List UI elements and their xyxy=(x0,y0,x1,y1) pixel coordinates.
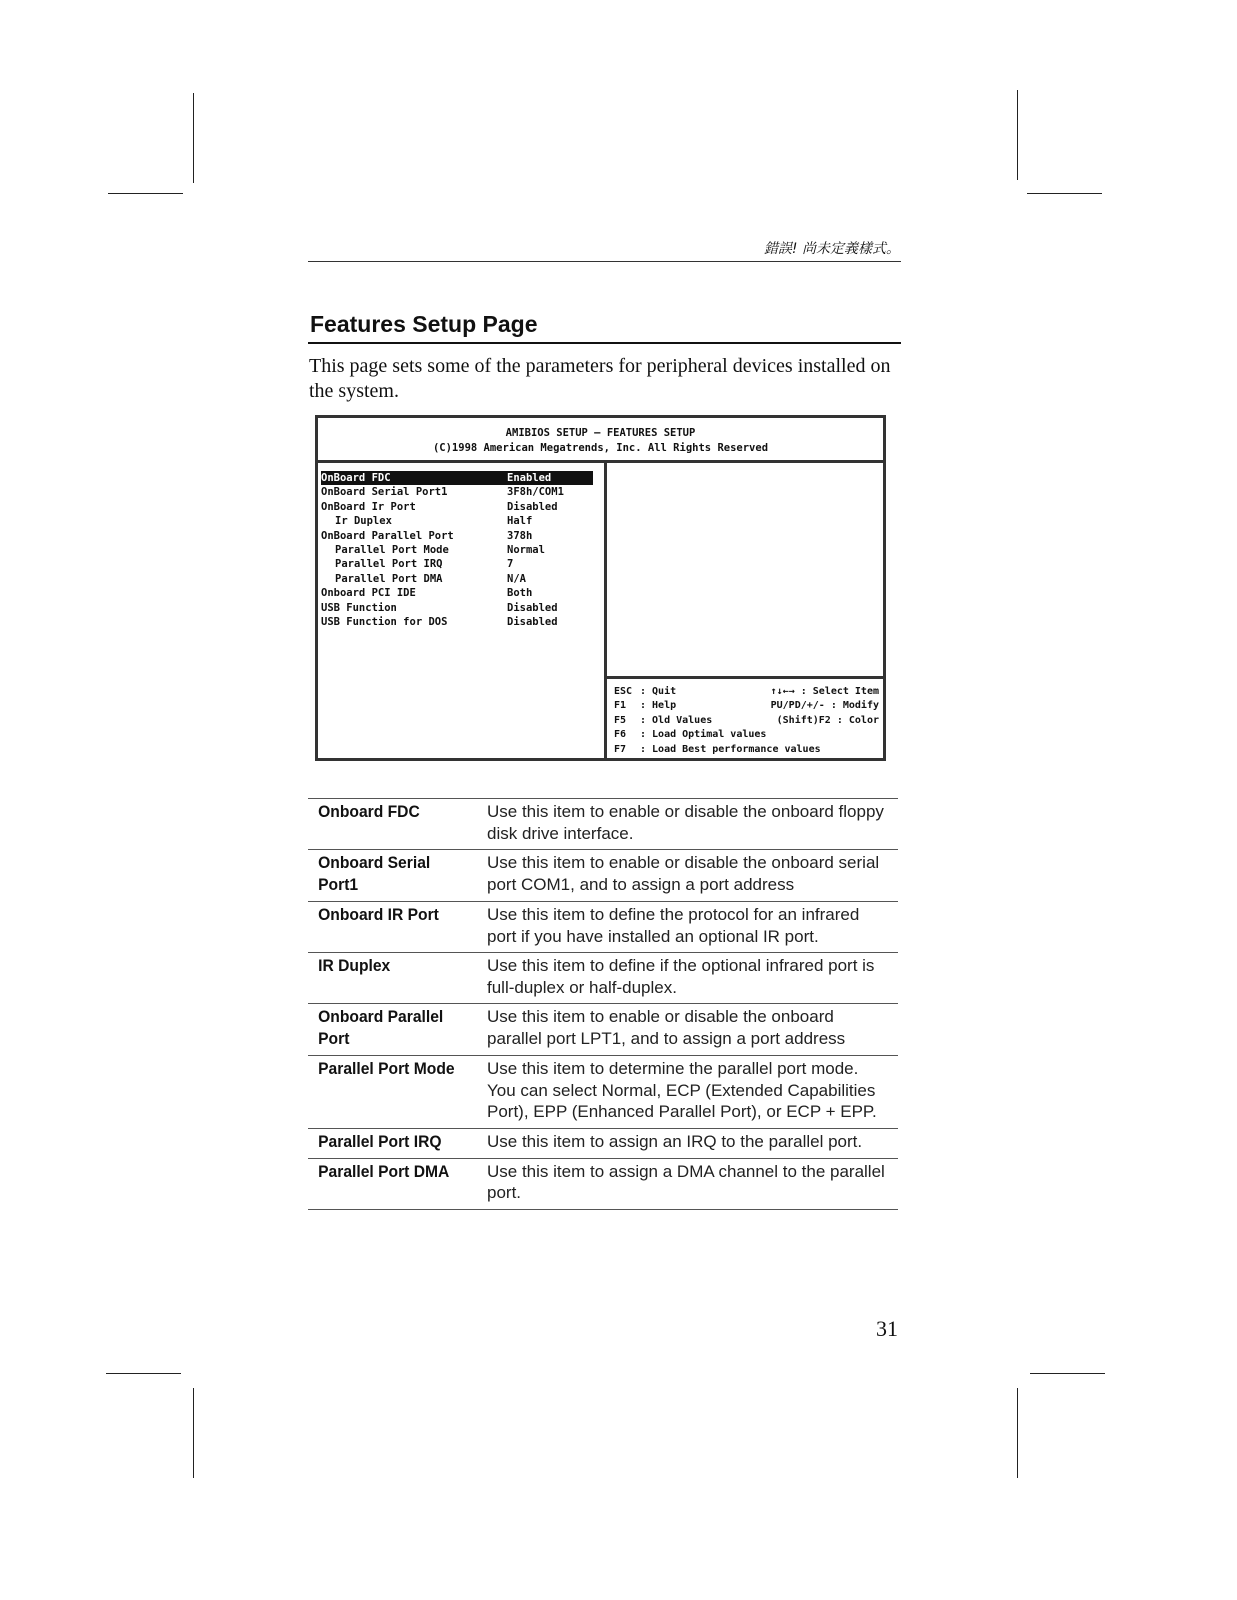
bios-key-legend xyxy=(614,685,879,757)
bios-key-desc: : Help xyxy=(640,700,677,712)
crop-mark xyxy=(1030,1373,1105,1374)
table-row xyxy=(308,952,898,1003)
bios-item-value: Disabled xyxy=(507,500,558,513)
bios-item[interactable] xyxy=(321,471,593,485)
bios-key-row xyxy=(614,685,879,699)
table-row xyxy=(308,901,898,952)
table-row xyxy=(308,1003,898,1055)
bios-item[interactable] xyxy=(321,529,597,543)
bios-item-value: N/A xyxy=(507,572,526,585)
bios-item-label: OnBoard Parallel Port xyxy=(321,529,454,542)
table-row xyxy=(308,798,898,849)
definition-desc: Use this item to assign an IRQ to the parallel port. xyxy=(487,1131,863,1151)
bios-item[interactable] xyxy=(321,500,597,514)
bios-key-row xyxy=(614,728,879,742)
definition-term: Onboard IR Port xyxy=(318,905,439,924)
bios-item[interactable] xyxy=(321,601,597,615)
bios-item-value: 7 xyxy=(507,558,514,571)
bios-item-label: OnBoard Serial Port1 xyxy=(321,486,448,499)
bios-item[interactable] xyxy=(321,543,597,557)
section-title: Features Setup Page xyxy=(310,311,538,337)
crop-mark xyxy=(1027,193,1102,194)
bios-item-label: Parallel Port Mode xyxy=(335,543,449,556)
crop-mark xyxy=(193,1388,194,1478)
definition-desc: Use this item to define if the optional infrared port is full-duplex or half-duplex. xyxy=(487,956,875,997)
table-row xyxy=(308,1055,898,1128)
table-row xyxy=(308,1128,898,1158)
definition-desc: Use this item to define the protocol for an infrared port if you have installed an optional IR port. xyxy=(487,905,860,946)
crop-mark xyxy=(1017,90,1018,180)
bios-key: F7 xyxy=(614,743,627,755)
bios-header xyxy=(318,418,883,463)
bios-key-desc-right: PU/PD/+/- : Modify xyxy=(770,700,879,712)
bios-item-value: Disabled xyxy=(507,615,558,628)
bios-title: AMIBIOS SETUP – FEATURES SETUP xyxy=(505,427,696,439)
bios-item-label: OnBoard FDC xyxy=(321,472,391,484)
bios-item-label: OnBoard Ir Port xyxy=(321,500,416,513)
definition-desc: Use this item to enable or disable the onboard serial port COM1, and to assign a port address xyxy=(487,853,880,894)
definition-term: Parallel Port IRQ xyxy=(318,1131,442,1151)
bios-item-label: USB Function for DOS xyxy=(321,615,448,628)
definition-term: Onboard Parallel Port xyxy=(318,1007,444,1048)
definitions-table xyxy=(308,798,898,1210)
definition-desc: Use this item to assign a DMA channel to the parallel port. xyxy=(487,1161,885,1202)
page-number: 31 xyxy=(876,1316,898,1341)
bios-divider xyxy=(604,463,607,758)
bios-item-value: Half xyxy=(507,515,533,528)
bios-copyright: (C)1998 American Megatrends, Inc. All Rights Reserved xyxy=(432,442,769,454)
definition-term: Parallel Port Mode xyxy=(318,1059,455,1078)
bios-item-value: 3F8h/COM1 xyxy=(507,486,564,499)
bios-item-value: Disabled xyxy=(507,601,558,614)
bios-key-desc: : Quit xyxy=(640,686,677,697)
bios-key: F1 xyxy=(614,700,627,712)
definition-term: Parallel Port DMA xyxy=(318,1161,450,1181)
definition-desc: Use this item to determine the parallel port mode. You can select Normal, ECP (Extended Capabilities Port), EPP (Enhanced Parallel Port), or ECP + EPP. xyxy=(487,1059,877,1121)
crop-mark xyxy=(108,193,183,194)
table-row xyxy=(308,1158,898,1210)
bios-key: ESC xyxy=(614,686,633,697)
bios-item-label: Ir Duplex xyxy=(335,515,392,528)
bios-key-desc-right: (Shift)F2 : Color xyxy=(776,714,879,726)
bios-key-desc-right: ↑↓←→ : Select Item xyxy=(770,686,879,697)
bios-key-row xyxy=(614,699,879,713)
intro-paragraph: This page sets some of the parameters for peripheral devices installed on the system. xyxy=(309,355,891,402)
bios-key-desc: : Old Values xyxy=(640,714,713,726)
bios-key-row xyxy=(614,714,879,728)
running-header: 錯誤! 尚未定義樣式。 xyxy=(763,241,900,257)
bios-item-value: Enabled xyxy=(507,472,552,484)
bios-item-list xyxy=(321,471,597,629)
definition-desc: Use this item to enable or disable the onboard parallel port LPT1, and to assign a port address xyxy=(487,1007,846,1048)
bios-item-value: Normal xyxy=(507,543,545,556)
bios-item-label: Parallel Port DMA xyxy=(335,572,443,585)
bios-item-label: Parallel Port IRQ xyxy=(335,558,443,571)
bios-item[interactable] xyxy=(321,572,597,586)
bios-item-value: 378h xyxy=(507,529,533,542)
bios-item-label: USB Function xyxy=(321,601,397,614)
bios-key-row xyxy=(614,743,879,757)
definition-term: IR Duplex xyxy=(318,956,391,975)
bios-item[interactable] xyxy=(321,485,597,499)
definition-term: Onboard Serial Port1 xyxy=(318,853,431,894)
header-rule xyxy=(308,261,901,262)
bios-item[interactable] xyxy=(321,615,597,629)
bios-key-desc: : Load Best performance values xyxy=(640,743,821,755)
crop-mark xyxy=(1017,1388,1018,1478)
crop-mark xyxy=(106,1373,181,1374)
definition-desc: Use this item to enable or disable the onboard floppy disk drive interface. xyxy=(487,802,884,843)
table-row xyxy=(308,849,898,901)
bios-item[interactable] xyxy=(321,586,597,600)
bios-divider xyxy=(607,676,883,679)
title-rule xyxy=(308,342,901,344)
bios-screenshot xyxy=(315,415,886,761)
bios-item[interactable] xyxy=(321,557,597,571)
bios-key: F6 xyxy=(614,729,627,741)
crop-mark xyxy=(193,93,194,183)
bios-item-label: Onboard PCI IDE xyxy=(321,587,416,600)
bios-key-desc: : Load Optimal values xyxy=(640,729,767,741)
bios-item[interactable] xyxy=(321,514,597,528)
definition-term: Onboard FDC xyxy=(318,802,420,821)
bios-key: F5 xyxy=(614,714,627,726)
bios-item-value: Both xyxy=(507,587,533,600)
